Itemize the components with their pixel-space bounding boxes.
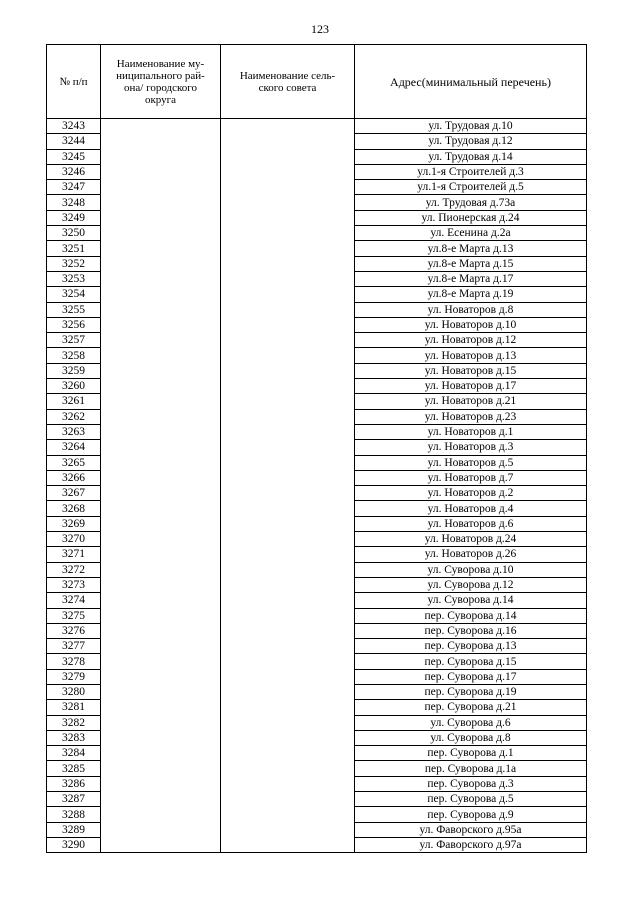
table-body — [47, 119, 587, 853]
row-address: ул. Пионерская д.24 — [355, 210, 587, 225]
row-address: ул. Новаторов д.23 — [355, 409, 587, 424]
row-address: ул. Новаторов д.3 — [355, 440, 587, 455]
row-address: ул. Новаторов д.4 — [355, 501, 587, 516]
district-cell — [101, 119, 221, 853]
row-address: ул.8-е Марта д.13 — [355, 241, 587, 256]
row-address: ул. Фаворского д.95а — [355, 822, 587, 837]
row-number: 3252 — [47, 256, 101, 271]
header-address-label: Адрес(минимальный перечень) — [390, 74, 551, 89]
row-address: ул. Трудовая д.10 — [355, 119, 587, 134]
row-number: 3276 — [47, 623, 101, 638]
row-number: 3259 — [47, 363, 101, 378]
row-address: пер. Суворова д.1 — [355, 746, 587, 761]
row-number: 3262 — [47, 409, 101, 424]
row-address: ул. Новаторов д.2 — [355, 486, 587, 501]
row-address: ул. Новаторов д.13 — [355, 348, 587, 363]
row-address: ул. Новаторов д.7 — [355, 470, 587, 485]
row-address: пер. Суворова д.9 — [355, 807, 587, 822]
row-number: 3257 — [47, 333, 101, 348]
header-council — [221, 45, 355, 119]
row-number: 3278 — [47, 654, 101, 669]
row-address: пер. Суворова д.19 — [355, 684, 587, 699]
row-number: 3248 — [47, 195, 101, 210]
row-number: 3271 — [47, 547, 101, 562]
row-address: ул. Есенина д.2а — [355, 226, 587, 241]
row-number: 3263 — [47, 424, 101, 439]
address-table — [46, 44, 587, 853]
row-number: 3275 — [47, 608, 101, 623]
row-address: пер. Суворова д.15 — [355, 654, 587, 669]
row-number: 3247 — [47, 180, 101, 195]
row-address: ул.1-я Строителей д.3 — [355, 164, 587, 179]
row-address: пер. Суворова д.21 — [355, 700, 587, 715]
row-address: пер. Суворова д.13 — [355, 639, 587, 654]
row-address: ул.8-е Марта д.19 — [355, 287, 587, 302]
row-number: 3246 — [47, 164, 101, 179]
row-number: 3285 — [47, 761, 101, 776]
table-row — [47, 119, 587, 134]
row-number: 3281 — [47, 700, 101, 715]
row-address: пер. Суворова д.1а — [355, 761, 587, 776]
row-number: 3261 — [47, 394, 101, 409]
row-number: 3264 — [47, 440, 101, 455]
row-number: 3258 — [47, 348, 101, 363]
row-address: ул. Новаторов д.8 — [355, 302, 587, 317]
row-number: 3289 — [47, 822, 101, 837]
row-number: 3249 — [47, 210, 101, 225]
row-number: 3273 — [47, 577, 101, 592]
row-address: ул.1-я Строителей д.5 — [355, 180, 587, 195]
row-number: 3253 — [47, 271, 101, 286]
header-district-label: Наименование му- ниципального рай- она/ городского округа — [116, 57, 205, 106]
row-address: ул.8-е Марта д.15 — [355, 256, 587, 271]
row-address: ул. Трудовая д.12 — [355, 134, 587, 149]
row-address: ул. Суворова д.10 — [355, 562, 587, 577]
table-header — [47, 45, 587, 119]
row-address: ул. Новаторов д.5 — [355, 455, 587, 470]
row-number: 3255 — [47, 302, 101, 317]
row-address: пер. Суворова д.17 — [355, 669, 587, 684]
row-number: 3280 — [47, 684, 101, 699]
row-address: ул. Суворова д.6 — [355, 715, 587, 730]
row-address: ул. Новаторов д.12 — [355, 333, 587, 348]
row-address: ул. Новаторов д.26 — [355, 547, 587, 562]
row-address: ул. Суворова д.8 — [355, 730, 587, 745]
row-address: ул.8-е Марта д.17 — [355, 271, 587, 286]
row-number: 3268 — [47, 501, 101, 516]
row-address: ул. Новаторов д.21 — [355, 394, 587, 409]
row-address: ул. Новаторов д.15 — [355, 363, 587, 378]
row-address: пер. Суворова д.16 — [355, 623, 587, 638]
row-address: пер. Суворова д.3 — [355, 776, 587, 791]
row-number: 3282 — [47, 715, 101, 730]
row-number: 3244 — [47, 134, 101, 149]
row-address: ул. Трудовая д.14 — [355, 149, 587, 164]
row-address: ул. Новаторов д.24 — [355, 532, 587, 547]
row-number: 3265 — [47, 455, 101, 470]
row-number: 3270 — [47, 532, 101, 547]
page-number: 123 — [311, 22, 329, 36]
row-address: ул. Суворова д.14 — [355, 593, 587, 608]
row-address: ул. Фаворского д.97а — [355, 837, 587, 852]
header-address — [355, 45, 587, 119]
row-number: 3277 — [47, 639, 101, 654]
row-number: 3283 — [47, 730, 101, 745]
row-number: 3250 — [47, 226, 101, 241]
row-address: ул. Новаторов д.10 — [355, 317, 587, 332]
row-number: 3274 — [47, 593, 101, 608]
row-number: 3286 — [47, 776, 101, 791]
row-number: 3254 — [47, 287, 101, 302]
row-number: 3245 — [47, 149, 101, 164]
row-address: пер. Суворова д.14 — [355, 608, 587, 623]
row-address: ул. Суворова д.12 — [355, 577, 587, 592]
row-number: 3269 — [47, 516, 101, 531]
row-address: пер. Суворова д.5 — [355, 792, 587, 807]
header-council-label: Наименование сель- ского совета — [239, 69, 336, 94]
row-address: ул. Новаторов д.17 — [355, 379, 587, 394]
row-number: 3266 — [47, 470, 101, 485]
row-number: 3288 — [47, 807, 101, 822]
row-number: 3287 — [47, 792, 101, 807]
row-number: 3251 — [47, 241, 101, 256]
row-number: 3284 — [47, 746, 101, 761]
row-number: 3272 — [47, 562, 101, 577]
row-number: 3260 — [47, 379, 101, 394]
header-number — [47, 45, 101, 119]
row-address: ул. Новаторов д.1 — [355, 424, 587, 439]
row-address: ул. Новаторов д.6 — [355, 516, 587, 531]
header-district — [101, 45, 221, 119]
council-cell — [221, 119, 355, 853]
row-number: 3290 — [47, 837, 101, 852]
row-address: ул. Трудовая д.73а — [355, 195, 587, 210]
row-number: 3243 — [47, 119, 101, 134]
header-number-label: № п/п — [59, 75, 88, 88]
row-number: 3279 — [47, 669, 101, 684]
row-number: 3256 — [47, 317, 101, 332]
row-number: 3267 — [47, 486, 101, 501]
header-row — [47, 45, 587, 119]
